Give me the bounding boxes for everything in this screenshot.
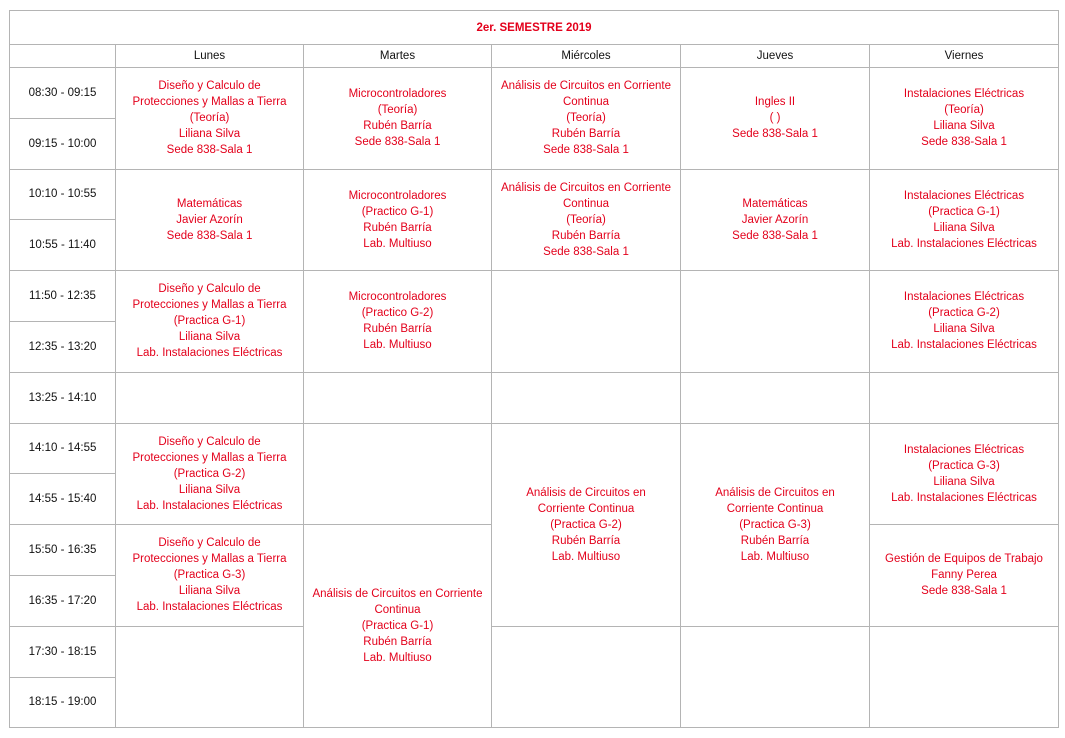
event-line: (Practico G-2)	[361, 307, 434, 320]
event-line: Lab. Instalaciones Eléctricas	[136, 499, 283, 512]
empty-cell	[681, 372, 870, 423]
event-line: (Teoría)	[377, 104, 418, 117]
schedule-title: 2er. SEMESTRE 2019	[10, 11, 1059, 45]
event-cell	[492, 423, 681, 626]
event-line: Liliana Silva	[178, 128, 241, 141]
event-cell	[304, 271, 492, 373]
time-slot: 11:50 - 12:35	[10, 271, 116, 322]
event-line: Sede 838-Sala 1	[543, 144, 629, 157]
empty-cell	[116, 372, 304, 423]
event-line: (Teoría)	[566, 112, 606, 125]
event-line: Sede 838-Sala 1	[732, 128, 818, 141]
event-line: Sede 838-Sala 1	[166, 229, 253, 242]
event-cell	[492, 68, 681, 170]
event-cell	[681, 423, 870, 626]
event-line: (Practica G-3)	[739, 518, 811, 531]
empty-cell	[304, 372, 492, 423]
event-line: Lab. Instalaciones Eléctricas	[891, 339, 1037, 352]
event-line: Liliana Silva	[933, 475, 995, 488]
event-line: Corriente Continua	[537, 502, 635, 515]
event-cell	[681, 169, 870, 271]
event-line: (Teoría)	[189, 112, 230, 125]
day-header-martes: Martes	[304, 45, 492, 68]
event-line: Rubén Barría	[363, 323, 432, 336]
event-line: Fanny Perea	[931, 569, 997, 582]
event-line: Análisis de Circuitos en	[715, 486, 835, 499]
event-cell	[116, 525, 304, 627]
event-line: Diseño y Calculo de	[158, 283, 261, 296]
event-line: Corriente Continua	[726, 502, 824, 515]
event-line: Rubén Barría	[363, 636, 432, 649]
event-line: Sede 838-Sala 1	[921, 136, 1007, 149]
event-line: Instalaciones Eléctricas	[903, 88, 1025, 101]
event-line: (Practica G-1)	[173, 315, 246, 328]
time-slot: 10:10 - 10:55	[10, 169, 116, 220]
event-line: (Practico G-1)	[361, 205, 434, 218]
event-cell	[304, 68, 492, 170]
event-line: Análisis de Circuitos en	[526, 486, 646, 499]
event-line: Liliana Silva	[178, 483, 241, 496]
event-line: Sede 838-Sala 1	[354, 136, 441, 149]
empty-cell	[870, 372, 1059, 423]
event-cell	[116, 169, 304, 271]
event-line: Javier Azorín	[176, 213, 243, 226]
event-line: Ingles II	[754, 96, 796, 109]
event-cell	[870, 68, 1059, 170]
event-line: (Teoría)	[944, 104, 984, 117]
event-line: Análisis de Circuitos en Corriente	[312, 588, 483, 601]
event-cell	[870, 525, 1059, 627]
event-cell	[870, 271, 1059, 373]
event-line: Lab. Instalaciones Eléctricas	[136, 601, 283, 614]
empty-cell	[492, 271, 681, 373]
event-line: Lab. Multiuso	[363, 339, 432, 352]
event-line: Diseño y Calculo de	[158, 80, 261, 93]
event-line: Lab. Multiuso	[363, 237, 432, 250]
event-line: Liliana Silva	[933, 323, 995, 336]
event-line: Javier Azorín	[741, 213, 809, 226]
empty-cell	[870, 626, 1059, 728]
time-slot: 14:10 - 14:55	[10, 423, 116, 474]
event-line: Rubén Barría	[551, 128, 621, 141]
event-line: Protecciones y Mallas a Tierra	[132, 553, 287, 566]
event-line: (Practica G-2)	[173, 467, 246, 480]
event-line: Sede 838-Sala 1	[166, 144, 253, 157]
time-slot: 18:15 - 19:00	[10, 677, 116, 728]
event-line: (Practica G-2)	[928, 307, 1000, 320]
event-cell	[492, 169, 681, 271]
event-line: Lab. Multiuso	[363, 652, 432, 665]
empty-cell	[681, 626, 870, 728]
event-cell	[870, 423, 1059, 525]
event-line: Rubén Barría	[363, 120, 432, 133]
event-line: Lab. Instalaciones Eléctricas	[136, 347, 283, 360]
event-line: Protecciones y Mallas a Tierra	[132, 451, 287, 464]
event-line: Lab. Instalaciones Eléctricas	[891, 491, 1037, 504]
event-line: Diseño y Calculo de	[158, 537, 261, 550]
schedule-table	[9, 10, 1059, 728]
event-line: Rubén Barría	[551, 534, 621, 547]
event-line: Protecciones y Mallas a Tierra	[132, 299, 287, 312]
empty-cell	[681, 271, 870, 373]
time-slot: 16:35 - 17:20	[10, 575, 116, 626]
event-line: Rubén Barría	[363, 221, 432, 234]
event-cell	[870, 169, 1059, 271]
empty-cell	[492, 626, 681, 728]
time-slot: 15:50 - 16:35	[10, 525, 116, 576]
empty-cell	[116, 626, 304, 728]
event-cell	[116, 271, 304, 373]
event-cell	[116, 68, 304, 170]
empty-cell	[304, 423, 492, 525]
time-slot: 09:15 - 10:00	[10, 118, 116, 169]
event-line: Continua	[562, 197, 610, 210]
corner-cell	[10, 45, 116, 68]
event-line: Sede 838-Sala 1	[543, 245, 629, 258]
event-cell	[304, 169, 492, 271]
event-line: (Practica G-3)	[173, 569, 246, 582]
event-line: Sede 838-Sala 1	[732, 229, 818, 242]
event-line: Diseño y Calculo de	[158, 435, 261, 448]
event-line: (Practica G-1)	[928, 205, 1000, 218]
event-line: Sede 838-Sala 1	[921, 585, 1007, 598]
event-line: Liliana Silva	[933, 120, 995, 133]
event-line: Instalaciones Eléctricas	[903, 189, 1025, 202]
event-line: Rubén Barría	[740, 534, 810, 547]
event-line: Protecciones y Mallas a Tierra	[132, 96, 287, 109]
event-line: (Teoría)	[566, 213, 606, 226]
event-cell	[116, 423, 304, 525]
event-line: Liliana Silva	[933, 221, 995, 234]
event-line: Liliana Silva	[178, 331, 241, 344]
day-header-miercoles: Miércoles	[492, 45, 681, 68]
time-slot: 14:55 - 15:40	[10, 474, 116, 525]
event-line: Análisis de Circuitos en Corriente	[500, 80, 672, 93]
time-slot: 12:35 - 13:20	[10, 321, 116, 372]
event-line: (Practica G-2)	[550, 518, 622, 531]
event-line: Instalaciones Eléctricas	[903, 291, 1025, 304]
event-line: Microcontroladores	[348, 291, 447, 304]
event-line: Microcontroladores	[348, 88, 447, 101]
event-line: Continua	[374, 604, 421, 617]
event-cell	[681, 68, 870, 170]
day-header-lunes: Lunes	[116, 45, 304, 68]
event-line: Liliana Silva	[178, 585, 241, 598]
event-line: (Practica G-3)	[928, 459, 1000, 472]
event-line: Continua	[562, 96, 610, 109]
event-line: Análisis de Circuitos en Corriente	[500, 181, 672, 194]
event-cell	[304, 525, 492, 728]
event-line: (Practica G-1)	[361, 620, 434, 633]
event-line: Matemáticas	[176, 197, 243, 210]
time-slot: 08:30 - 09:15	[10, 68, 116, 119]
time-slot: 17:30 - 18:15	[10, 626, 116, 677]
event-line: ( )	[769, 112, 781, 125]
event-line: Matemáticas	[742, 197, 808, 210]
event-line: Rubén Barría	[551, 229, 621, 242]
event-line: Lab. Multiuso	[740, 550, 810, 563]
empty-cell	[492, 372, 681, 423]
time-slot: 13:25 - 14:10	[10, 372, 116, 423]
day-header-jueves: Jueves	[681, 45, 870, 68]
event-line: Gestión de Equipos de Trabajo	[885, 553, 1043, 566]
event-line: Lab. Instalaciones Eléctricas	[891, 237, 1037, 250]
day-header-viernes: Viernes	[870, 45, 1059, 68]
event-line: Instalaciones Eléctricas	[903, 443, 1025, 456]
event-line: Lab. Multiuso	[551, 550, 621, 563]
time-slot: 10:55 - 11:40	[10, 220, 116, 271]
event-line: Microcontroladores	[348, 189, 447, 202]
